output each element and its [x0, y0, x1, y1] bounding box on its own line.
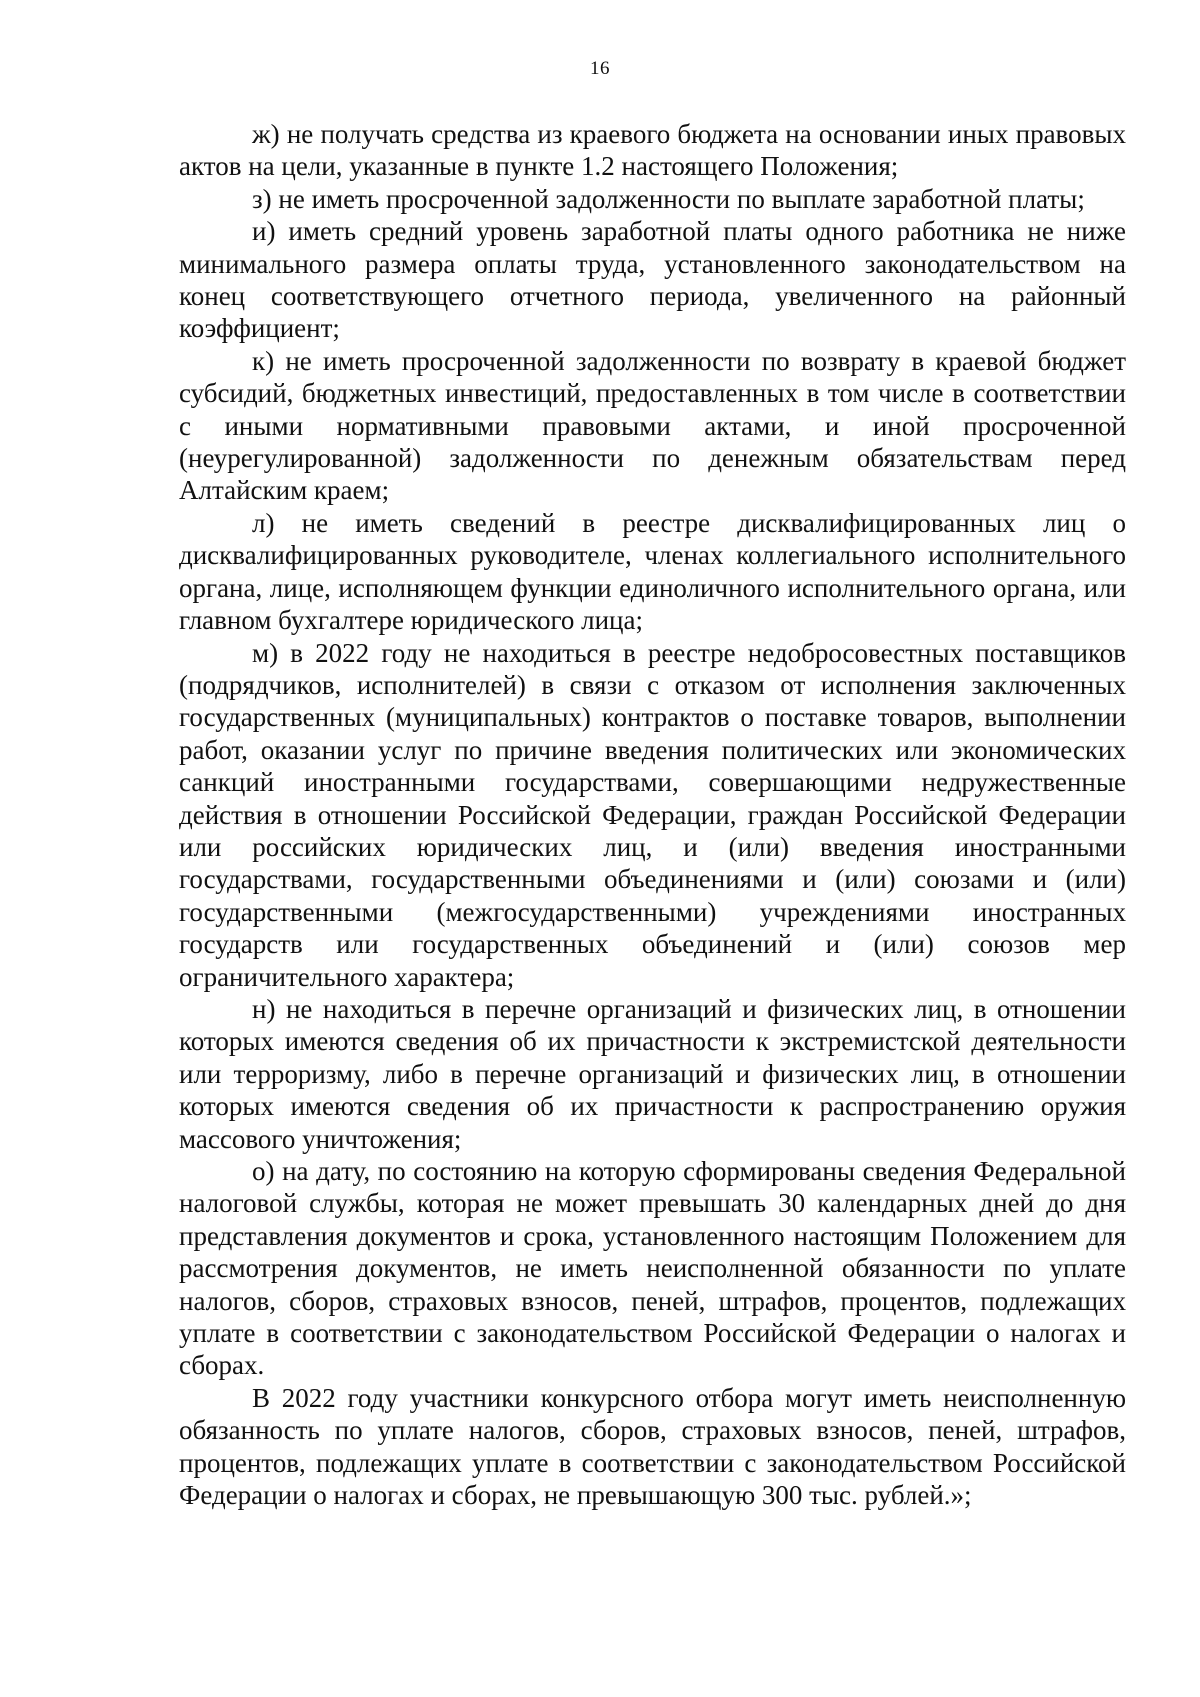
paragraph-k: к) не иметь просроченной задолженности по возврату в краевой бюджет субсидий, бюджетных инвестиций, предоставленных в том числе в соответствии с иными нормативными правовыми актами, и иной просроченной (неурегулированной) задолженности по денежным обязательствам перед Алтайским краем; — [179, 345, 1126, 506]
page-number: 16 — [590, 58, 610, 79]
paragraph-i: и) иметь средний уровень заработной платы одного работника не ниже минимального размера оплаты труда, установленного законодательством на конец соответствующего отчетного периода, увеличенного на районный коэффициент; — [179, 216, 1126, 344]
document-body — [179, 118, 1126, 1511]
paragraph-o: о) на дату, по состоянию на которую сформированы сведения Федеральной налоговой службы, которая не может превышать 30 календарных дней до дня представления документов и срока, установленного настоящим Положением для рассмотрения документов, не иметь неисполненной обязанности по уплате налогов, сборов, страховых взносов, пеней, штрафов, процентов, подлежащих уплате в соответствии с законодательством Российской Федерации о налогах и сборах. — [179, 1156, 1126, 1381]
paragraph-zh: ж) не получать средства из краевого бюджета на основании иных правовых актов на цели, указанные в пункте 1.2 настоящего Положения; — [179, 119, 1126, 182]
paragraph-z: з) не иметь просроченной задолженности по выплате заработной платы; — [252, 183, 1085, 214]
paragraph-l: л) не иметь сведений в реестре дисквалифицированных лиц о дисквалифицированных руководителе, членах коллегиального исполнительного органа, лице, исполняющем функции единоличного исполнительного органа, или главном бухгалтере юридического лица; — [179, 507, 1126, 636]
paragraph-2022-exception: В 2022 году участники конкурсного отбора могут иметь неисполненную обязанность по уплате налогов, сборов, страховых взносов, пеней, штрафов, процентов, подлежащих уплате в соответствии с законодательством Российской Федерации о налогах и сборах, не превышающую 300 тыс. рублей.»; — [179, 1382, 1126, 1511]
paragraph-m: м) в 2022 году не находиться в реестре недобросовестных поставщиков (подрядчиков, исполнителей) в связи с отказом от исполнения заключенных государственных (муниципальных) контрактов о поставке товаров, выполнении работ, оказании услуг по причине введения политических или экономических санкций иностранными государствами, совершающими недружественные действия в отношении Российской Федерации, граждан Российской Федерации или российских юридических лиц, и (или) введения иностранными государствами, государственными объединениями и (или) союзами и (или) государственными (межгосударственными) учреждениями иностранных государств или государственных объединений и (или) союзов мер ограничительного характера; — [179, 637, 1126, 992]
paragraph-n: н) не находиться в перечне организаций и физических лиц, в отношении которых имеются сведения об их причастности к экстремистской деятельности или терроризму, либо в перечне организаций и физических лиц, в отношении которых имеются сведения об их причастности к распространению оружия массового уничтожения; — [179, 993, 1126, 1154]
